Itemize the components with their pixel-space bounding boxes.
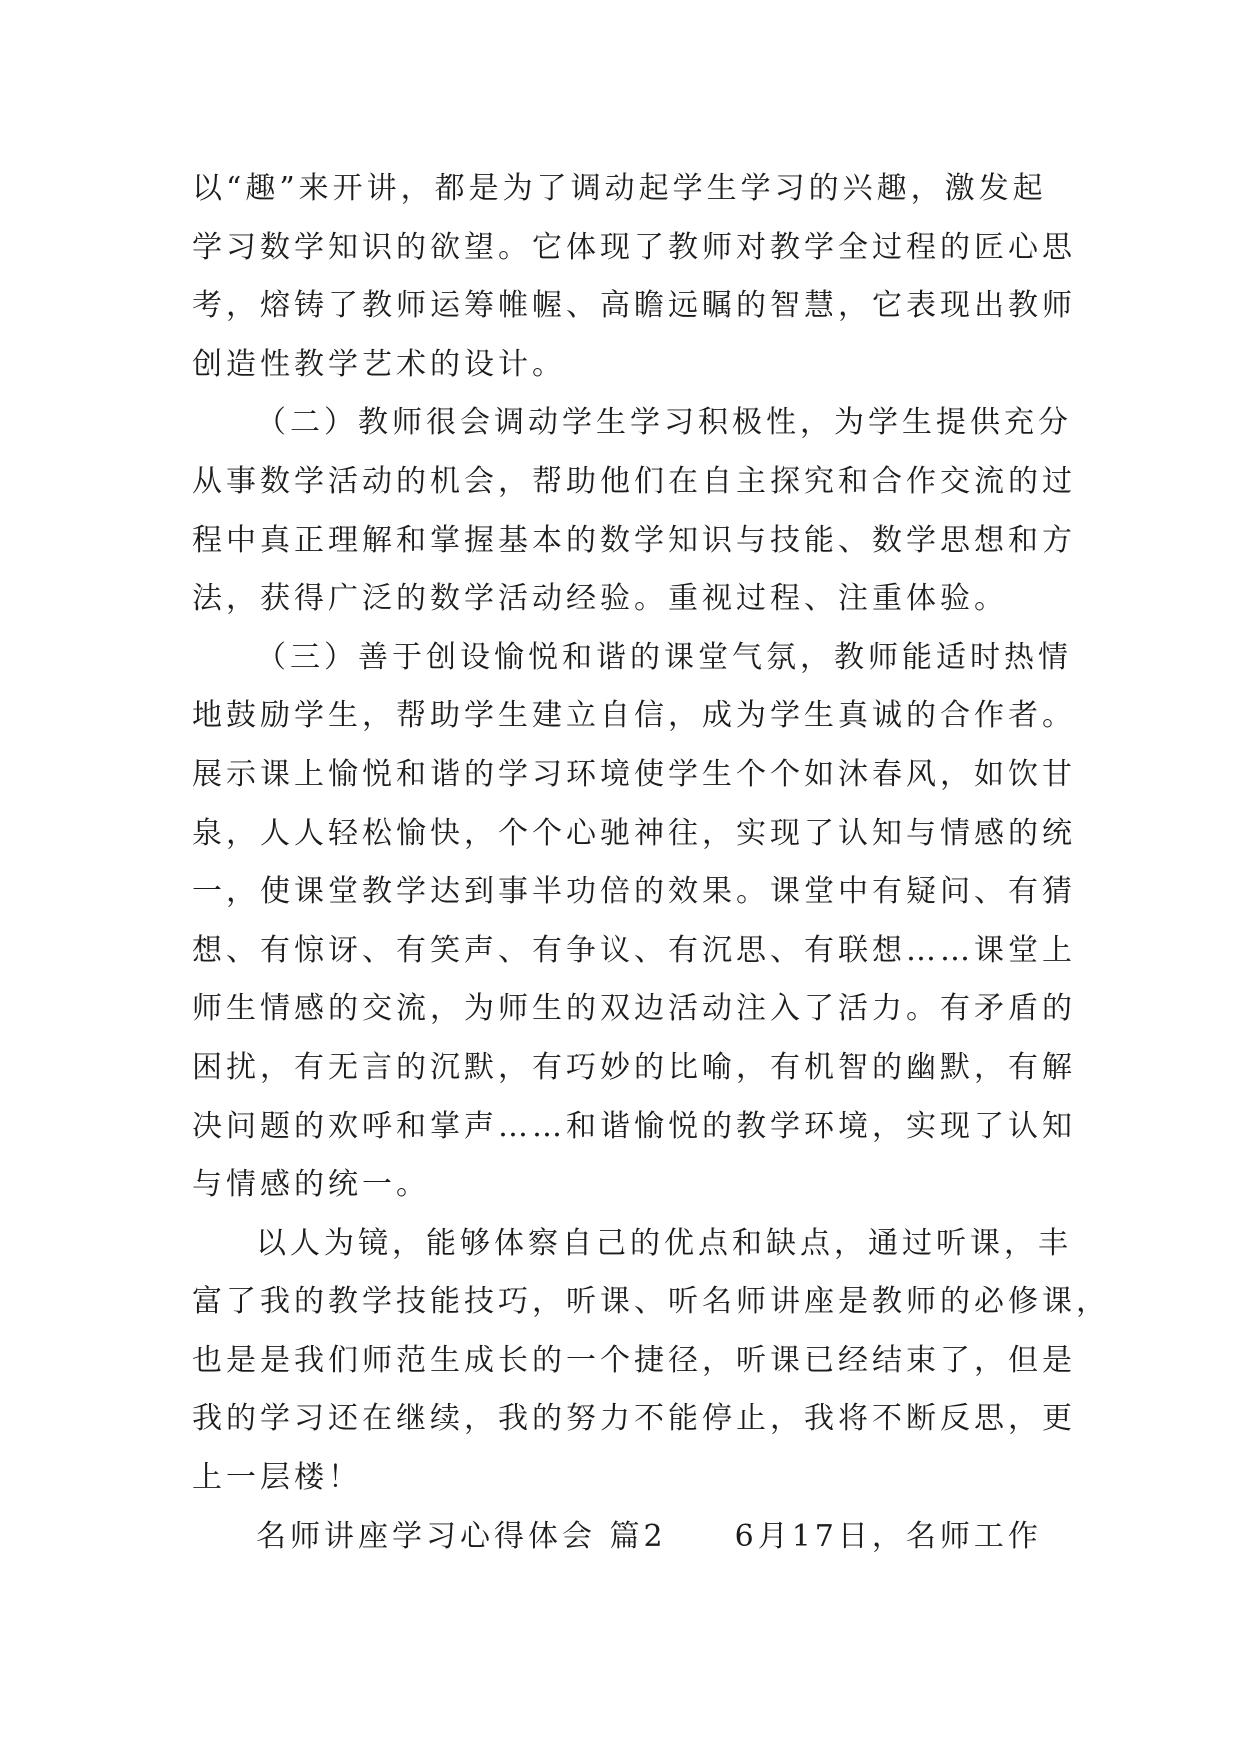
text-line: 考，熔铸了教师运筹帷幄、高瞻远瞩的智慧，它表现出教师 [192, 288, 1076, 324]
text-line: 富了我的教学技能技巧，听课、听名师讲座是教师的必修课， [192, 1284, 1110, 1320]
text-line: 与情感的统一。 [192, 1167, 430, 1203]
text-line: 程中真正理解和掌握基本的数学知识与技能、数学思想和方 [192, 522, 1076, 558]
text-line: 想、有惊讶、有笑声、有争议、有沉思、有联想……课堂上 [192, 932, 1076, 968]
text-line: 从事数学活动的机会，帮助他们在自主探究和合作交流的过 [192, 463, 1076, 499]
text-line: 法，获得广泛的数学活动经验。重视过程、注重体验。 [192, 581, 1008, 617]
text-line: 学习数学知识的欲望。它体现了教师对教学全过程的匠心思 [192, 229, 1076, 265]
text-line: 也是是我们师范生成长的一个捷径，听课已经结束了，但是 [192, 1342, 1076, 1378]
body-text [192, 160, 1110, 1566]
text-line: 上一层楼！ [192, 1460, 362, 1496]
paragraph-start-line: （二）教师很会调动学生学习积极性，为学生提供充分 [256, 405, 1072, 441]
text-line: 一，使课堂教学达到事半功倍的效果。课堂中有疑问、有猜 [192, 874, 1076, 910]
text-line: 展示课上愉悦和谐的学习环境使学生个个如沐春风，如饮甘 [192, 756, 1076, 792]
text-line: 决问题的欢呼和掌声……和谐愉悦的教学环境，实现了认知 [192, 1108, 1076, 1144]
text-line: 地鼓励学生，帮助学生建立自信，成为学生真诚的合作者。 [192, 698, 1076, 734]
paragraph-start-line: （三）善于创设愉悦和谐的课堂气氛，教师能适时热情 [256, 639, 1072, 675]
text-line: 我的学习还在继续，我的努力不能停止，我将不断反思，更 [192, 1401, 1076, 1437]
text-line: 困扰，有无言的沉默，有巧妙的比喻，有机智的幽默，有解 [192, 1049, 1076, 1085]
text-line: 创造性教学艺术的设计。 [192, 346, 566, 382]
text-line: 师生情感的交流，为师生的双边活动注入了活力。有矛盾的 [192, 991, 1076, 1027]
text-line: 泉，人人轻松愉快，个个心驰神往，实现了认知与情感的统 [192, 815, 1076, 851]
paragraph-start-line: 以人为镜，能够体察自己的优点和缺点，通过听课，丰 [256, 1225, 1072, 1261]
section-heading-line: 名师讲座学习心得体会 篇2 6月17日，名师工作 [256, 1518, 1042, 1554]
text-line: 以“趣”来开讲，都是为了调动起学生学习的兴趣，激发起 [192, 171, 1047, 206]
